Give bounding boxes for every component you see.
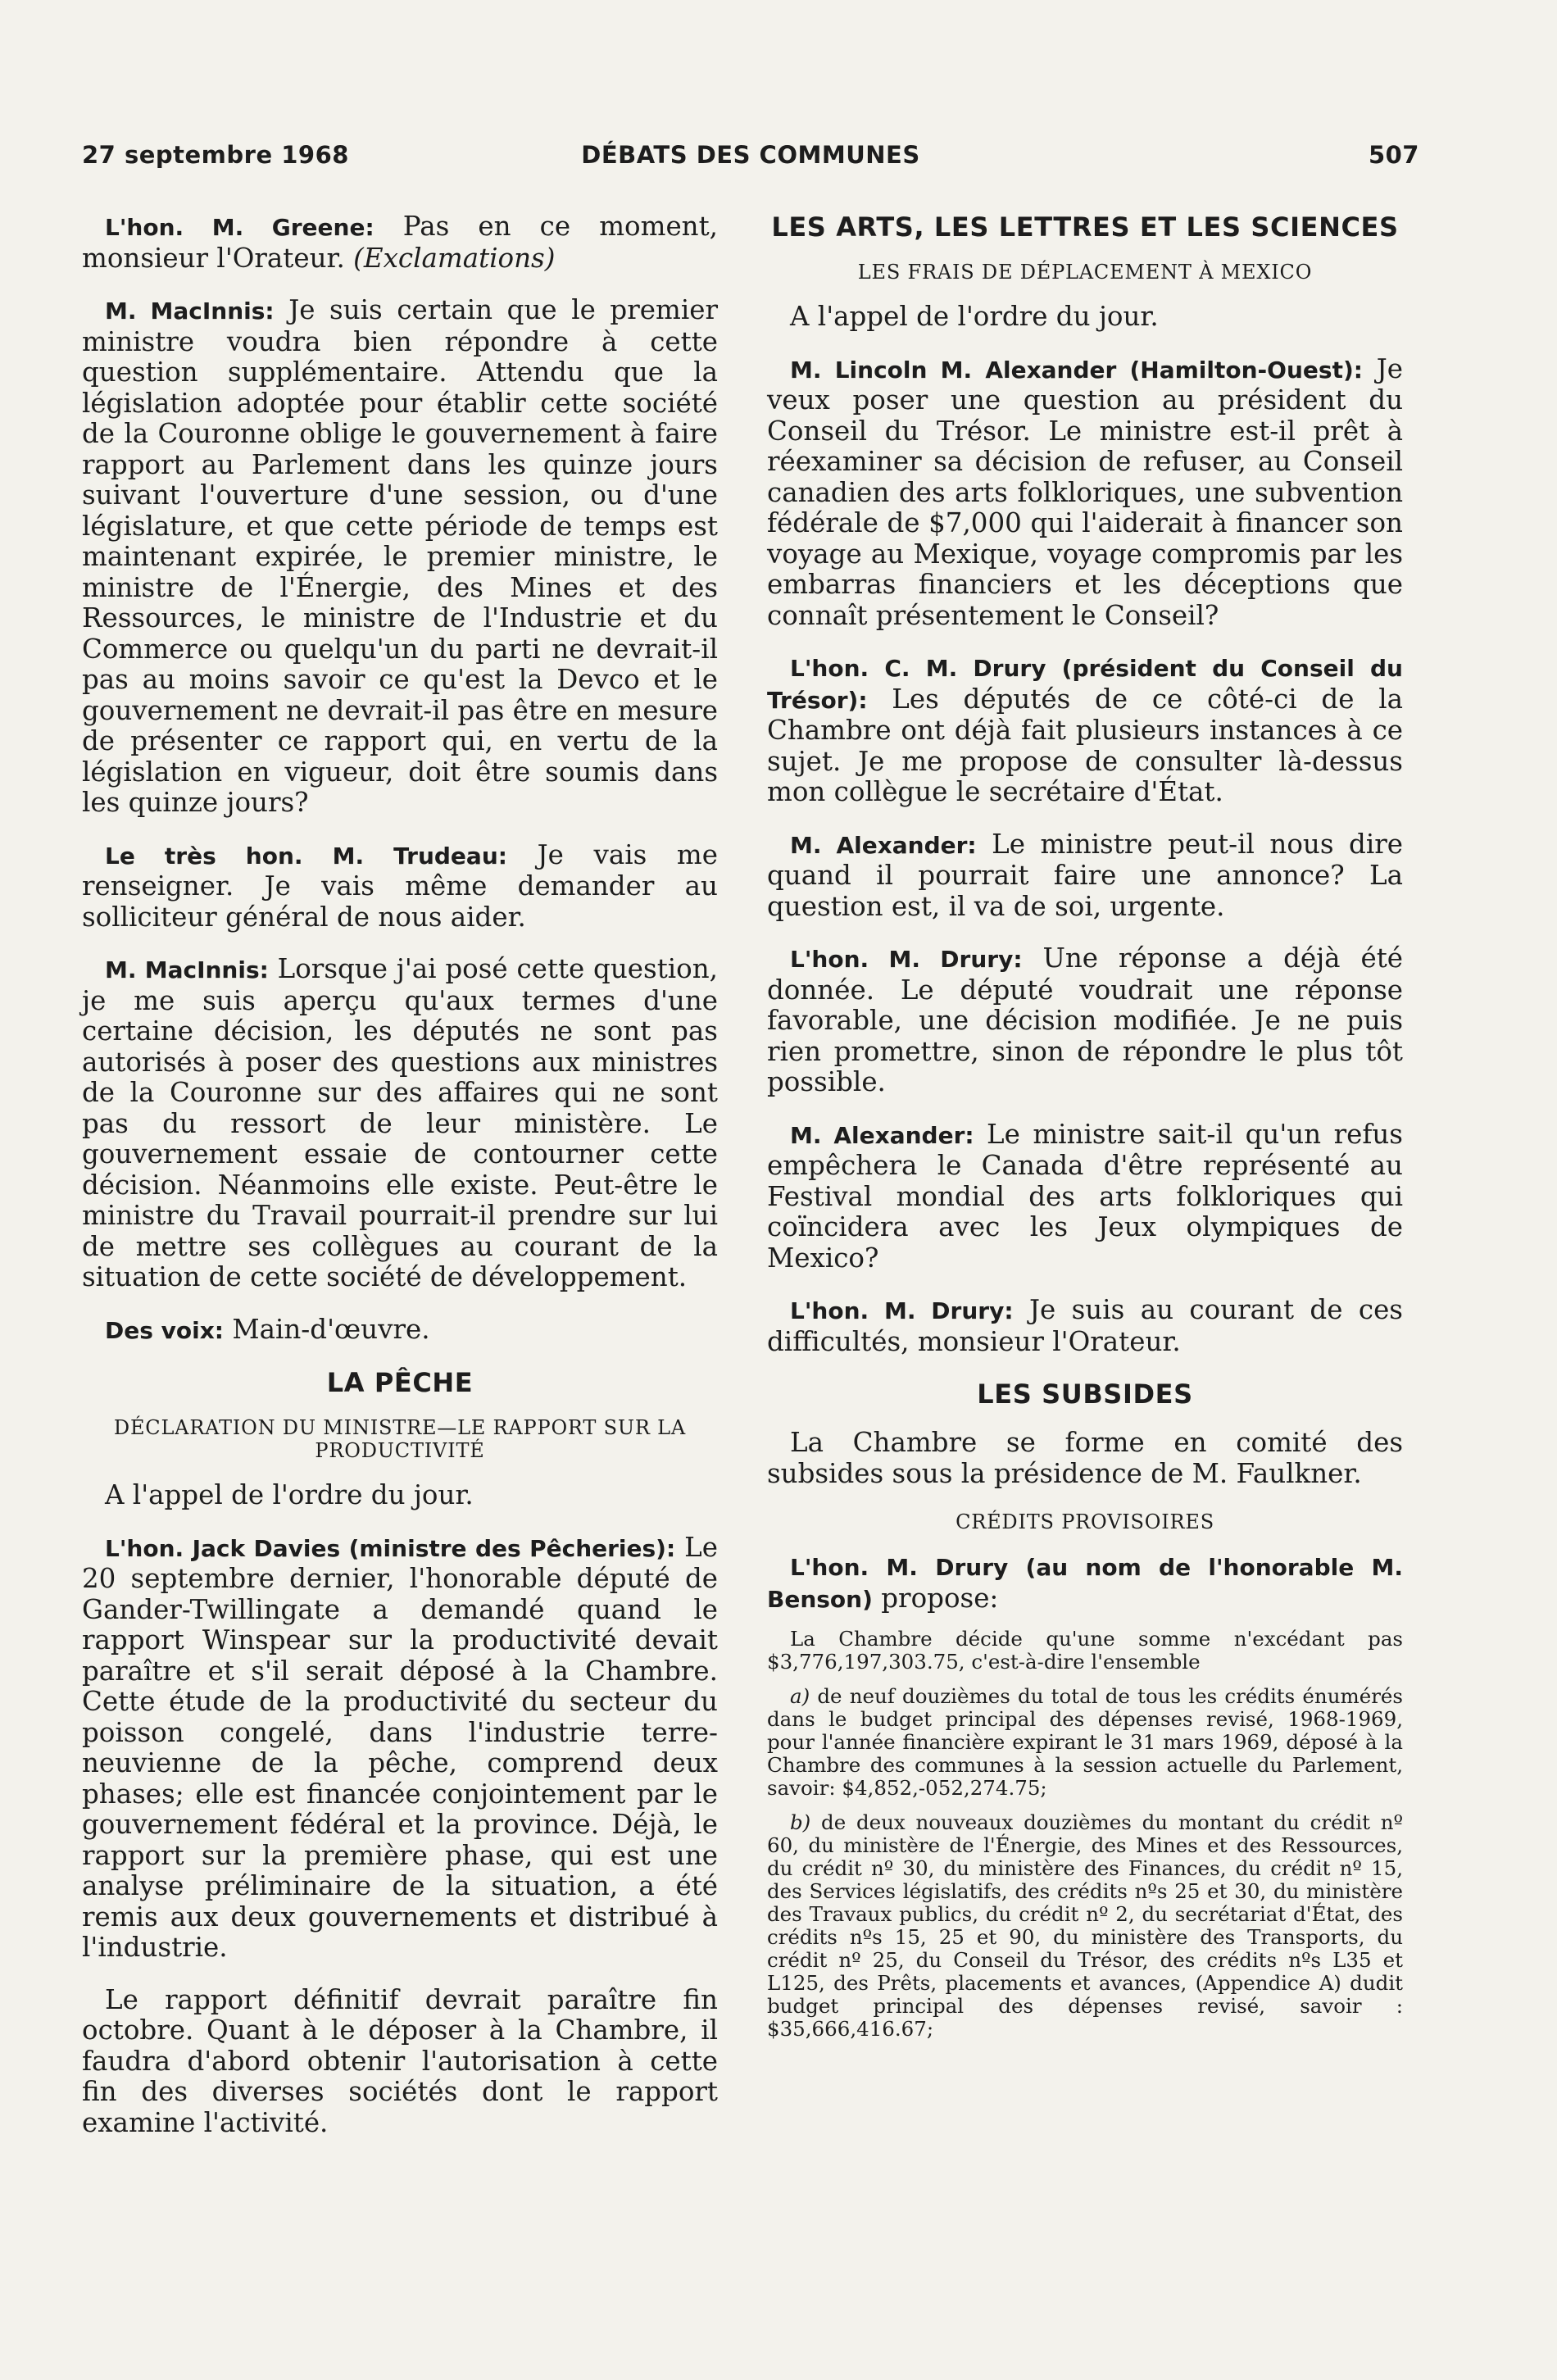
paragraph bbox=[82, 295, 718, 819]
header-page-number: 507 bbox=[1368, 141, 1419, 169]
speech: Le ministre sait-il qu'un refus empêchera le Canada d'être représenté au Festival mondial des arts folkloriques qui coïncidera avec les Jeux olympiques de Mexico? bbox=[767, 1118, 1403, 1274]
subsection-heading: LES FRAIS DE DÉPLACEMENT À MEXICO bbox=[857, 261, 1313, 284]
item-text: de deux nouveaux douzièmes du montant du crédit nº 60, du ministère de l'Énergie, des Mines et des Ressources, du crédit nº 30, du ministère des Finances, du crédit nº 15, des Services législatifs, des crédits nºs 25 et 30, du ministère des Travaux publics, du crédit nº 2, du secrétariat d'État, des crédits nºs 15, 25 et 90, du ministère des Transports, du crédit nº 25, du Conseil du Trésor, des crédits nºs L35 et L125, des Prêts, placements et avances, (Appendice A) dudit budget principal des dépenses revisé, savoir : $35,666,416.67; bbox=[767, 1810, 1403, 2041]
paragraph bbox=[767, 652, 1403, 808]
motion-text: La Chambre décide qu'une somme n'excédant pas $3,776,197,303.75, c'est-à-dire l'ensemble bbox=[767, 1627, 1403, 1674]
header-title: DÉBATS DES COMMUNES bbox=[581, 141, 920, 169]
paragraph: Le rapport définitif devrait paraître fin octobre. Quant à le déposer à la Chambre, il faudra d'abord obtenir l'autorisation à cette fin des diverses sociétés dont le rapport examine l'activité. bbox=[82, 1983, 718, 2138]
subsection-heading: DÉCLARATION DU MINISTRE—LE RAPPORT SUR LA PRODUCTIVITÉ bbox=[113, 1416, 687, 1462]
subsection-heading: CRÉDITS PROVISOIRES bbox=[956, 1510, 1214, 1533]
speaker: L'hon. M. Drury: bbox=[790, 946, 1023, 973]
paragraph bbox=[767, 1120, 1403, 1274]
speaker: M. Alexander: bbox=[790, 1121, 974, 1149]
paragraph bbox=[82, 1315, 718, 1347]
left-column bbox=[82, 211, 718, 2160]
speaker: M. Alexander: bbox=[790, 831, 977, 859]
paragraph bbox=[82, 211, 718, 274]
speaker: L'hon. C. M. Drury (président du Conseil du Trésor): bbox=[767, 655, 1403, 714]
page-header bbox=[82, 141, 1419, 182]
speech: Le 20 septembre dernier, l'honorable député de Gander-Twillingate a demandé quand le rapport Winspear sur la productivité devait paraître et s'il serait déposé à la Chambre. Cette étude de la productivité du secteur du poisson congelé, dans l'industrie terre-neuvienne de la pêche, comprend deux phases; elle est financée conjointement par le gouvernement fédéral et la province. Déjà, le rapport sur la première phase, qui est une analyse préliminaire de la situation, a été remis aux deux gouvernements et distribué à l'industrie. bbox=[82, 1531, 718, 1963]
speaker: L'hon. M. Greene: bbox=[105, 214, 374, 241]
motion-item bbox=[767, 1811, 1403, 2041]
speech: Je suis au courant de ces difficultés, monsieur l'Orateur. bbox=[767, 1294, 1403, 1357]
item-text: de neuf douzièmes du total de tous les crédits énumérés dans le budget principal des dépenses revisé, 1968-1969, pour l'année financière expirant le 31 mars 1969, déposé à la Chambre des communes à la session actuelle du Parlement, savoir: $4,852,-052,274.75; bbox=[767, 1684, 1403, 1800]
speech: propose: bbox=[872, 1582, 999, 1614]
paragraph bbox=[767, 943, 1403, 1098]
speaker: Des voix: bbox=[105, 1316, 224, 1344]
speech: Je veux poser une question au président du Conseil du Trésor. Le ministre est-il prêt à réexaminer sa décision de refuser, au Conseil canadien des arts folkloriques, une subvention fédérale de $7,000 qui l'aiderait à financer son voyage au Mexique, voyage compromis par les embarras financiers et les déceptions que connaît présentement le Conseil? bbox=[767, 352, 1403, 631]
paragraph: A l'appel de l'ordre du jour. bbox=[790, 301, 1159, 332]
paragraph bbox=[767, 1295, 1403, 1357]
header-date: 27 septembre 1968 bbox=[82, 141, 349, 169]
speech: Le ministre peut-il nous dire quand il pourrait faire une annonce? La question est, il va de soi, urgente. bbox=[767, 828, 1403, 922]
paragraph bbox=[82, 1533, 718, 1964]
section-heading: LA PÊCHE bbox=[326, 1367, 474, 1398]
aside: (Exclamations) bbox=[353, 242, 556, 274]
speech: Je vais me renseigner. Je vais même demander au solliciteur général de nous aider. bbox=[82, 838, 718, 933]
paragraph bbox=[82, 840, 718, 933]
paragraph bbox=[767, 829, 1403, 923]
speaker: L'hon. M. Drury: bbox=[790, 1297, 1014, 1324]
paragraph: La Chambre se forme en comité des subsides sous la présidence de M. Faulkner. bbox=[767, 1427, 1403, 1489]
paragraph bbox=[767, 354, 1403, 632]
speaker: M. Lincoln M. Alexander (Hamilton-Ouest): bbox=[790, 356, 1363, 384]
paragraph: A l'appel de l'ordre du jour. bbox=[105, 1479, 474, 1510]
speech: Lorsque j'ai posé cette question, je me suis aperçu qu'aux termes d'une certaine décision, les députés ne sont pas autorisés à poser des questions aux ministres de la Couronne sur des affaires qui ne sont pas du ressort de leur ministère. Le gouvernement essaie de contourner cette décision. Néanmoins elle existe. Peut-être le ministre du Travail pourrait-il prendre sur lui de mettre ses collègues au courant de la situation de cette société de développement. bbox=[82, 953, 718, 1292]
speech: Pas en ce moment, monsieur l'Orateur. bbox=[82, 211, 718, 274]
paragraph bbox=[82, 954, 718, 1293]
motion-item bbox=[767, 1685, 1403, 1800]
section-heading: LES SUBSIDES bbox=[977, 1378, 1193, 1410]
speaker: M. MacInnis: bbox=[105, 956, 269, 983]
right-column bbox=[767, 211, 1403, 2052]
speaker: Le très hon. M. Trudeau: bbox=[105, 842, 507, 870]
section-heading: LES ARTS, LES LETTRES ET LES SCIENCES bbox=[771, 211, 1399, 243]
speech: Main-d'œuvre. bbox=[224, 1313, 430, 1345]
speaker: L'hon. Jack Davies (ministre des Pêcheries): bbox=[105, 1534, 676, 1562]
item-label: a) bbox=[790, 1684, 810, 1708]
item-label: b) bbox=[790, 1810, 811, 1834]
speaker: M. MacInnis: bbox=[105, 298, 275, 325]
paragraph bbox=[767, 1551, 1403, 1615]
speech: Les députés de ce côté-ci de la Chambre ont déjà fait plusieurs instances à ce sujet. Je me propose de consulter là-dessus mon collègue le secrétaire d'État. bbox=[767, 683, 1403, 807]
speaker: L'hon. M. Drury (au nom de l'honorable M. Benson) bbox=[767, 1554, 1403, 1613]
speech: Une réponse a déjà été donnée. Le député voudrait une réponse favorable, une décision modifiée. Je ne puis rien promettre, sinon de répondre le plus tôt possible. bbox=[767, 942, 1403, 1097]
speech: Je suis certain que le premier ministre voudra bien répondre à cette question supplémentaire. Attendu que la législation adoptée pour établir cette société de la Couronne oblige le gouvernement à faire rapport au Parlement dans les quinze jours suivant l'ouverture d'une session, ou d'une législature, et que cette période de temps est maintenant expirée, le premier ministre, le ministre de l'Énergie, des Mines et des Ressources, le ministre de l'Industrie et du Commerce ou quelqu'un du parti ne devrait-il pas au moins savoir ce qu'est la Devco et le gouvernement ne devrait-il pas être en mesure de présenter ce rapport qui, en vertu de la législation en vigueur, doit être soumis dans les quinze jours? bbox=[82, 294, 718, 818]
